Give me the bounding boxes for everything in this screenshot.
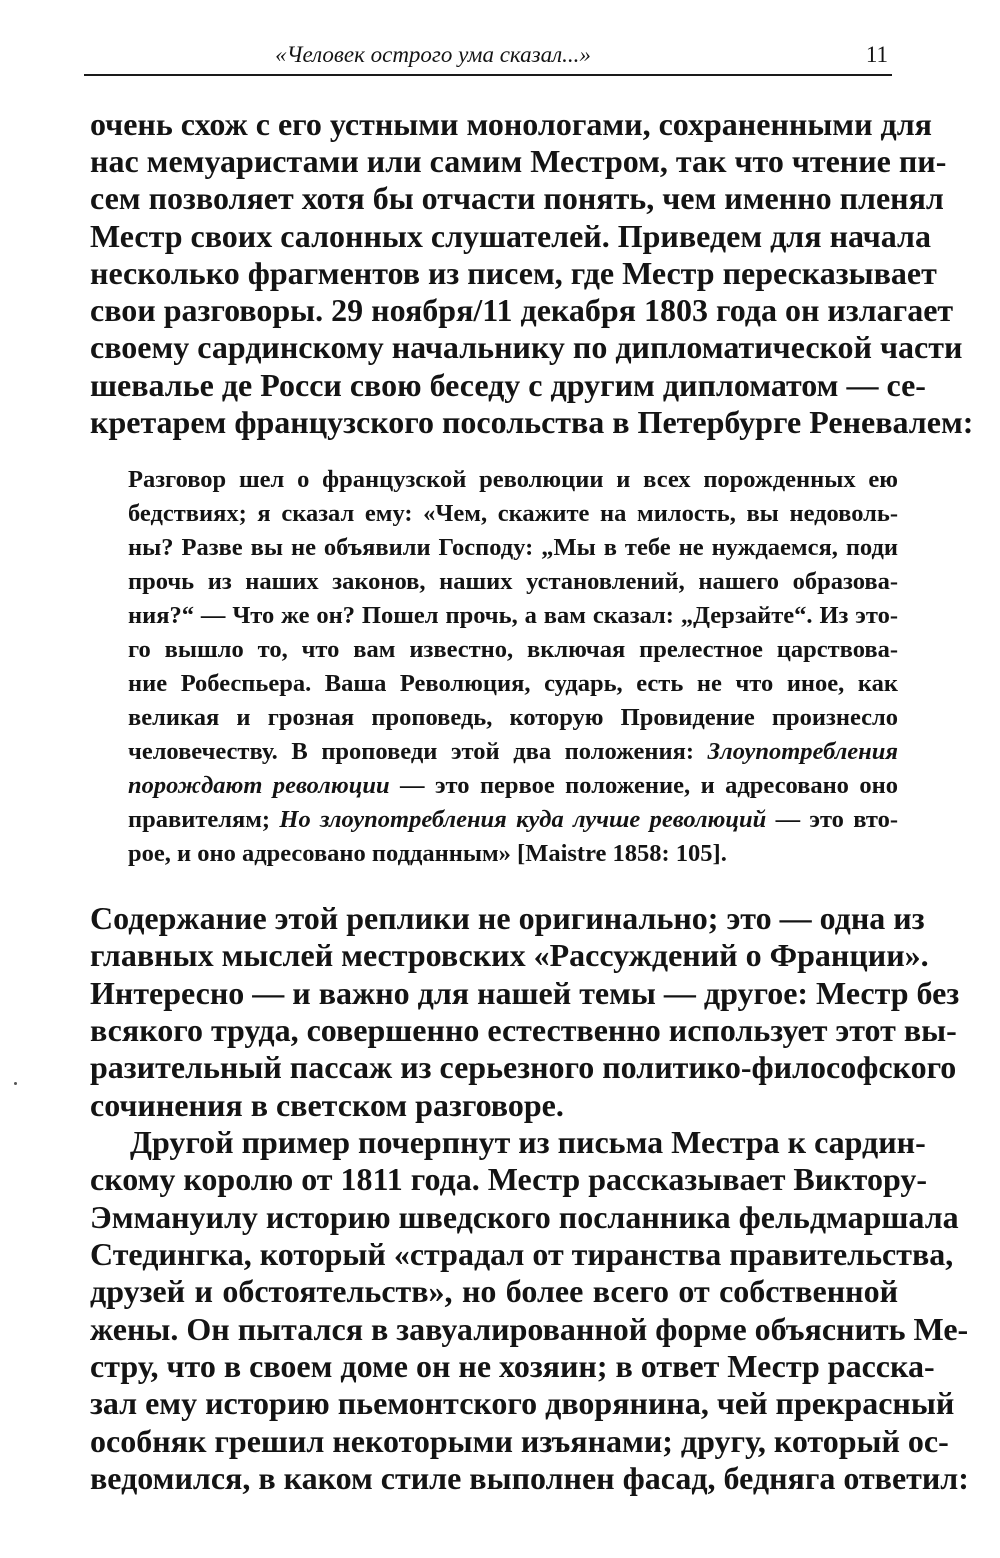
page-number: 11 — [865, 42, 888, 67]
quote-line: ны? Разве вы не объявили Господу: „Мы в тебе не нуждаемся, поди — [128, 534, 898, 561]
text-line: Местр своих салонных слушателей. Приведем для начала — [90, 218, 931, 254]
quote-emphasis: порождают революции — [128, 772, 390, 799]
quote-line: великая и грозная проповедь, которую Провидение произнесло — [128, 704, 898, 731]
text-line: сем позволяет хотя бы отчасти понять, чем именно пленял — [90, 180, 944, 216]
running-header — [84, 36, 892, 76]
quote-line: ние Робеспьера. Ваша Революция, сударь, есть не что иное, как — [128, 670, 898, 697]
quote-emphasis: Злоупотребления — [707, 738, 898, 765]
quote-line — [128, 772, 898, 800]
quote-line: Разговор шел о французской революции и всех порожденных ею — [128, 466, 898, 493]
text-line: скому королю от 1811 года. Местр рассказывает Виктору- — [90, 1161, 927, 1197]
text-line: кретарем французского посольства в Петербурге Реневалем: — [90, 404, 974, 440]
text-line: Стедингка, который «страдал от тиранства правительства, — [90, 1236, 954, 1272]
quote-line: бедствиях; я сказал ему: «Чем, скажите на милость, вы недоволь- — [128, 500, 898, 527]
text-line: очень схож с его устными монологами, сохраненными для — [90, 106, 932, 142]
text-line: стру, что в своем доме он не хозяин; в ответ Местр расска- — [90, 1348, 935, 1384]
quote-line: прочь из наших законов, наших установлений, нашего образова- — [128, 568, 898, 595]
quote-line: рое, и оно адресовано подданным» [Maistre 1858: 105]. — [128, 840, 727, 867]
quote-line — [128, 738, 898, 766]
quote-text: — это первое положение, и адресовано оно — [389, 772, 898, 799]
text-line: Содержание этой реплики не оригинально; это — одна из — [90, 900, 925, 936]
text-line: своему сардинскому начальнику по дипломатической части — [90, 329, 963, 365]
text-line: сочинения в светском разговоре. — [90, 1087, 564, 1123]
text-line: жены. Он пытался в завуалированной форме объяснить Ме- — [90, 1311, 969, 1347]
quote-text: человечеству. В проповеди этой два положения: — [128, 738, 708, 765]
text-line: разительный пассаж из серьезного политико-философского — [90, 1049, 957, 1085]
quote-line — [128, 806, 898, 834]
text-line: Эммануилу историю шведского посланника фельдмаршала — [90, 1199, 959, 1235]
text-line: Интересно — и важно для нашей темы — другое: Местр без — [90, 975, 960, 1011]
scan-speck — [14, 1082, 17, 1085]
text-line: шевалье де Росси свою беседу с другим дипломатом — се- — [90, 367, 926, 403]
text-line: ведомился, в каком стиле выполнен фасад, бедняга ответил: — [90, 1460, 969, 1496]
text-line: несколько фрагментов из писем, где Местр пересказывает — [90, 255, 937, 291]
quote-text: — это вто- — [766, 806, 898, 833]
text-line: Другой пример почерпнут из письма Местра к сардин- — [130, 1124, 926, 1160]
text-line: всякого труда, совершенно естественно использует этот вы- — [90, 1012, 957, 1048]
quote-line: ния?“ — Что же он? Пошел прочь, а вам сказал: „Дерзайте“. Из это- — [128, 602, 898, 629]
text-line: главных мыслей местровских «Рассуждений о Франции». — [90, 937, 929, 973]
quote-text: правителям; — [128, 806, 280, 833]
quote-emphasis: Но злоупотребления куда лучше революций — [279, 806, 767, 833]
text-line: друзей и обстоятельств», но более всего от собственной — [90, 1273, 898, 1309]
text-line: нас мемуаристами или самим Местром, так что чтение пи- — [90, 143, 947, 179]
running-title: «Человек острого ума сказал...» — [275, 42, 591, 67]
text-line: особняк грешил некоторыми изъянами; другу, который ос- — [90, 1423, 949, 1459]
text-line: свои разговоры. 29 ноября/11 декабря 1803 года он излагает — [90, 292, 954, 328]
text-line: зал ему историю пьемонтского дворянина, чей прекрасный — [90, 1385, 955, 1421]
quote-line: го вышло то, что вам известно, включая прелестное царствова- — [128, 636, 898, 663]
